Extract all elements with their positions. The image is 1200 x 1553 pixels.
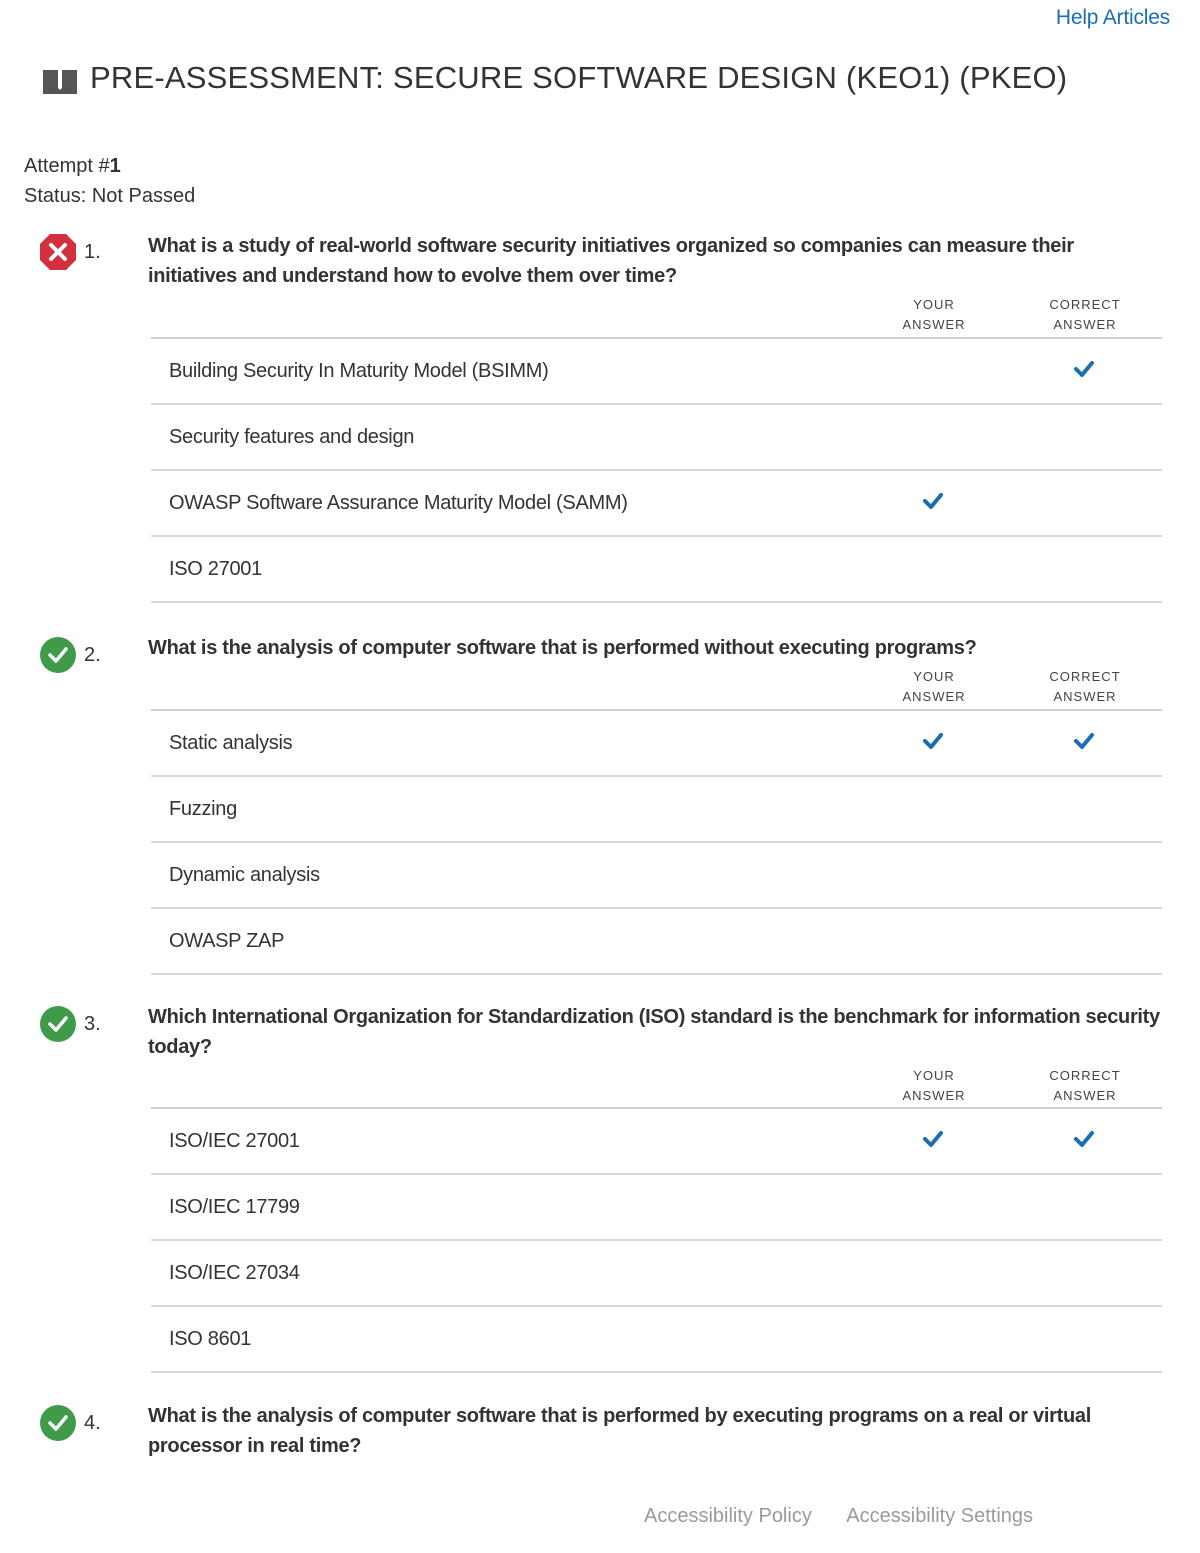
answer-row — [151, 1109, 1162, 1175]
help-articles-link[interactable]: Help Articles — [1055, 6, 1170, 29]
your-answer-check-icon — [923, 1131, 943, 1147]
correct-answer-check-icon — [1074, 1131, 1094, 1147]
your-answer-header — [879, 295, 989, 335]
correct-answer-header-line2: ANSWER — [1053, 1088, 1117, 1103]
page-header — [42, 60, 1067, 96]
answer-option: Building Security In Maturity Model (BSIMM) — [169, 360, 549, 382]
correct-answer-header-line1: CORRECT — [1049, 669, 1121, 684]
your-answer-header-line2: ANSWER — [902, 1088, 966, 1103]
answer-row — [151, 777, 1162, 843]
correct-answer-header-line1: CORRECT — [1049, 1068, 1121, 1083]
question-text: What is the analysis of computer software that is performed by executing programs on a real or virtual processor in real time? — [148, 1405, 1091, 1457]
your-answer-check-icon — [923, 493, 943, 509]
answer-row — [151, 339, 1162, 405]
accessibility-policy-link[interactable]: Accessibility Policy — [644, 1505, 812, 1527]
incorrect-icon — [39, 233, 77, 271]
answer-option: ISO/IEC 27001 — [169, 1130, 300, 1152]
question-text: What is the analysis of computer software that is performed without executing programs? — [148, 637, 977, 659]
answer-table — [151, 709, 1162, 975]
answer-option: OWASP ZAP — [169, 930, 285, 952]
footer — [644, 1505, 1063, 1528]
correct-answer-check-icon — [1074, 733, 1094, 749]
answer-option: ISO/IEC 17799 — [169, 1196, 300, 1218]
answer-row — [151, 843, 1162, 909]
your-answer-header-line1: YOUR — [913, 669, 955, 684]
answer-row — [151, 711, 1162, 777]
answer-option: Dynamic analysis — [169, 864, 320, 886]
your-answer-check-icon — [923, 733, 943, 749]
answer-row — [151, 1241, 1162, 1307]
your-answer-header-line2: ANSWER — [902, 689, 966, 704]
answer-row — [151, 471, 1162, 537]
question-number: 4. — [84, 1412, 101, 1434]
question-text: Which International Organization for Standardization (ISO) standard is the benchmark for information security today? — [148, 1006, 1160, 1058]
correct-icon — [39, 1404, 77, 1442]
your-answer-header — [879, 1066, 989, 1106]
answer-option: ISO 8601 — [169, 1328, 252, 1350]
your-answer-header — [879, 667, 989, 707]
answer-table — [151, 1107, 1162, 1373]
answer-row — [151, 537, 1162, 603]
attempt-info — [24, 151, 195, 211]
correct-icon — [39, 1005, 77, 1043]
answer-option: ISO/IEC 27034 — [169, 1262, 300, 1284]
your-answer-header-line1: YOUR — [913, 1068, 955, 1083]
correct-answer-check-icon — [1074, 361, 1094, 377]
attempt-line — [24, 151, 195, 181]
your-answer-header-line2: ANSWER — [902, 317, 966, 332]
accessibility-settings-link[interactable]: Accessibility Settings — [846, 1505, 1034, 1527]
attempt-status: Status: Not Passed — [24, 185, 196, 207]
answer-option: Fuzzing — [169, 798, 237, 820]
answer-row — [151, 909, 1162, 975]
answer-option: ISO 27001 — [169, 558, 262, 580]
question-number: 1. — [84, 241, 101, 263]
correct-answer-header — [1030, 295, 1140, 335]
book-icon — [42, 67, 78, 95]
correct-answer-header — [1030, 1066, 1140, 1106]
answer-row — [151, 405, 1162, 471]
question-number: 3. — [84, 1013, 101, 1035]
question-number: 2. — [84, 644, 101, 666]
correct-answer-header — [1030, 667, 1140, 707]
answer-option: Security features and design — [169, 426, 415, 448]
answer-row — [151, 1175, 1162, 1241]
answer-table — [151, 337, 1162, 603]
page-title: PRE-ASSESSMENT: SECURE SOFTWARE DESIGN (KEO1) (PKEO) — [90, 60, 1068, 95]
attempt-number: 1 — [109, 155, 121, 177]
correct-answer-header-line2: ANSWER — [1053, 689, 1117, 704]
answer-option: OWASP Software Assurance Maturity Model (SAMM) — [169, 492, 628, 514]
attempt-label: Attempt # — [24, 155, 110, 177]
question-text: What is a study of real-world software security initiatives organized so companies can measure their initiatives and understand how to evolve them over time? — [148, 235, 1074, 287]
answer-row — [151, 1307, 1162, 1373]
correct-icon — [39, 636, 77, 674]
correct-answer-header-line2: ANSWER — [1053, 317, 1117, 332]
correct-answer-header-line1: CORRECT — [1049, 297, 1121, 312]
answer-option: Static analysis — [169, 732, 293, 754]
your-answer-header-line1: YOUR — [913, 297, 955, 312]
